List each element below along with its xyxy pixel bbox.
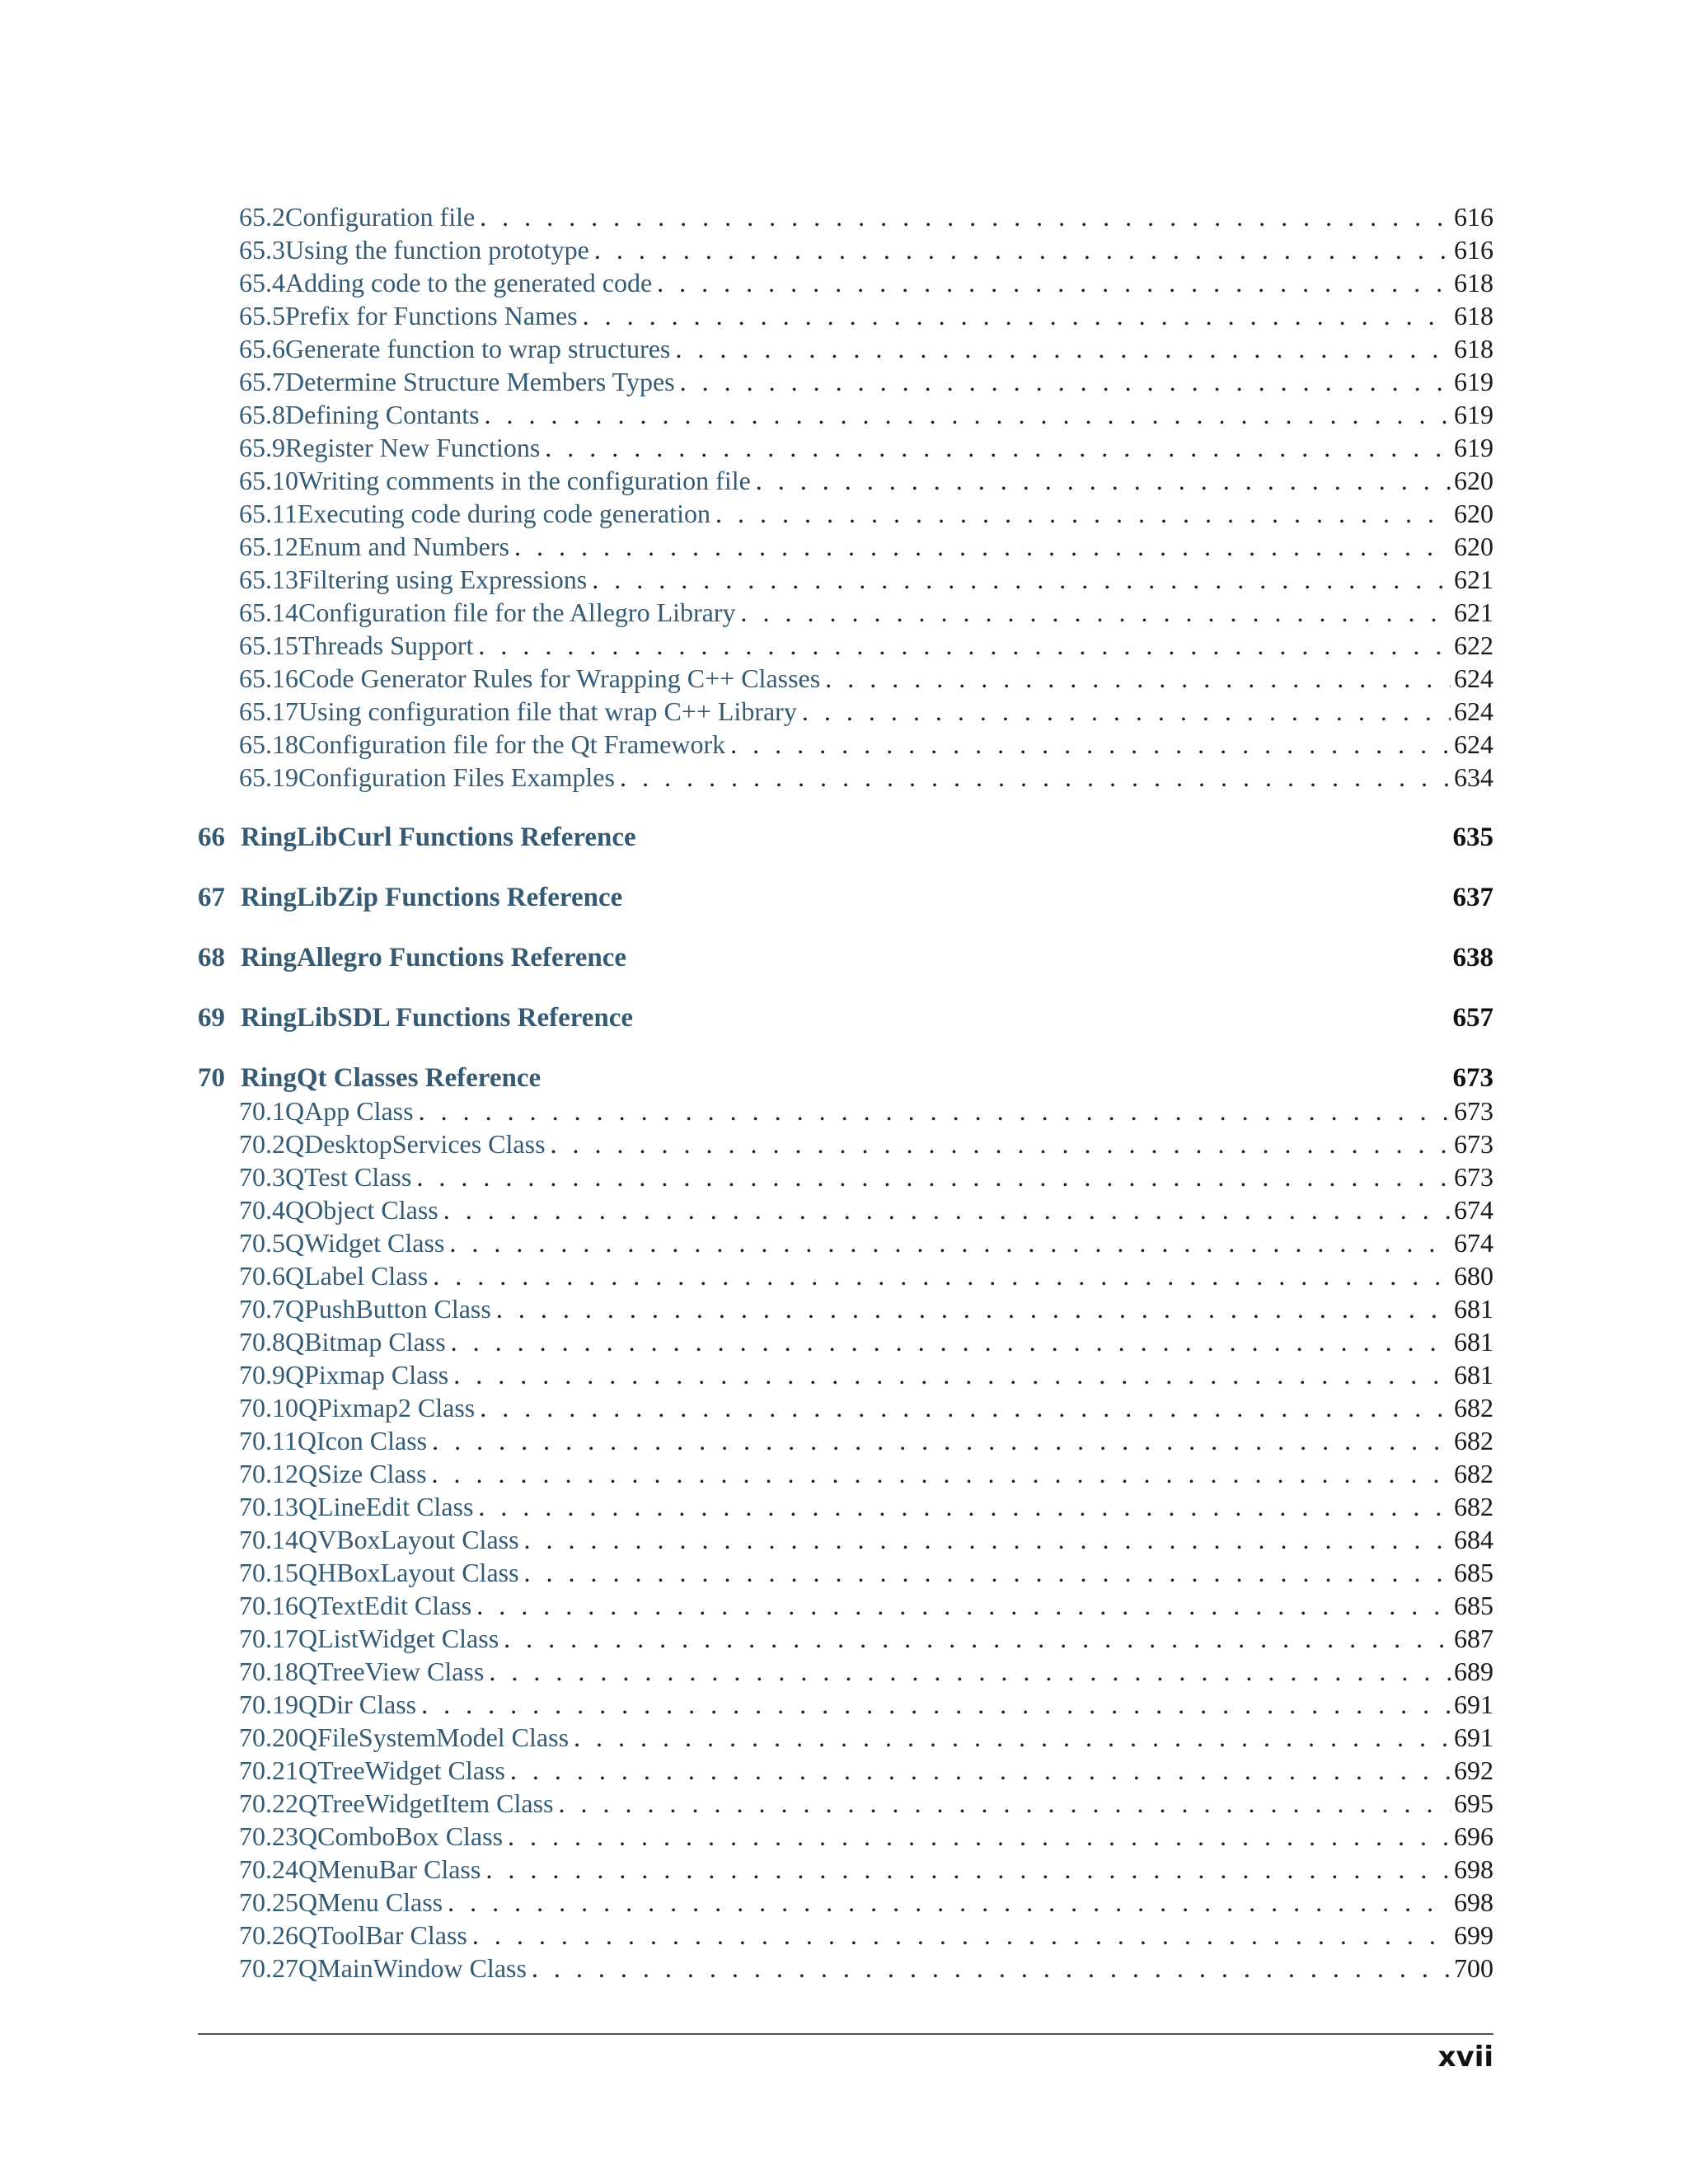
toc-entry-title-link[interactable]: Threads Support (298, 630, 474, 660)
toc-section-entry[interactable] (198, 1424, 1493, 1457)
toc-section-entry[interactable] (198, 1952, 1493, 1985)
dot-leader (475, 1391, 1451, 1424)
toc-entry-page-number: 698 (1454, 1854, 1493, 1884)
dot-leader (797, 695, 1451, 728)
toc-entry-page-number: 681 (1454, 1294, 1493, 1324)
toc-entry-title-link[interactable]: QVBoxLayout Class (298, 1525, 519, 1554)
toc-entry-number[interactable]: 70.22 (239, 1788, 298, 1818)
toc-entry-number[interactable]: 65.13 (239, 565, 298, 594)
toc-entry-page-number: 682 (1454, 1492, 1493, 1521)
dot-leader (480, 398, 1451, 431)
dot-leader (578, 299, 1451, 332)
toc-entry-page-number: 618 (1454, 301, 1493, 330)
toc-entry-title-link[interactable]: Prefix for Functions Names (285, 301, 578, 330)
toc-entry-number[interactable]: 70.7 (239, 1294, 285, 1324)
toc-entry-page-number: 689 (1454, 1657, 1493, 1686)
toc-entry-number[interactable]: 70.14 (239, 1525, 298, 1554)
toc-entry-title-link[interactable]: QPixmap2 Class (298, 1393, 476, 1422)
toc-entry-title-link[interactable]: QWidget Class (285, 1228, 445, 1258)
toc-entry-title-link[interactable]: QDesktopServices Class (285, 1129, 546, 1159)
toc-entry-number[interactable]: 65.15 (239, 630, 298, 660)
toc-entry-page-number: 624 (1454, 729, 1493, 759)
toc-entry-page-number: 674 (1454, 1195, 1493, 1225)
dot-leader (475, 200, 1451, 233)
toc-section-entry[interactable] (198, 1556, 1493, 1589)
toc-entry-title-link[interactable]: QTest Class (285, 1162, 412, 1192)
toc-section-entry[interactable] (198, 629, 1493, 662)
toc-entry-number[interactable]: 65.17 (239, 696, 298, 726)
toc-section-entry[interactable] (198, 299, 1493, 332)
toc-entry-title-link[interactable]: Configuration file (285, 202, 476, 232)
toc-entry-page-number: 673 (1452, 1063, 1493, 1093)
toc-entry-number[interactable]: 68 (198, 943, 225, 972)
toc-entry-title-link[interactable]: QPixmap Class (285, 1360, 449, 1390)
dot-leader (411, 1160, 1451, 1193)
toc-section-entry[interactable] (198, 1391, 1493, 1424)
toc-entry-title-link[interactable]: Configuration file for the Allegro Library (298, 598, 736, 627)
toc-entry-page-number: 624 (1454, 663, 1493, 693)
toc-section-entry[interactable] (198, 1754, 1493, 1787)
toc-section-entry[interactable] (198, 1127, 1493, 1160)
toc-section-entry[interactable] (198, 1094, 1493, 1127)
toc-entry-page-number: 620 (1454, 466, 1493, 495)
toc-entry-title-link[interactable]: Filtering using Expressions (298, 565, 588, 594)
toc-section-entry[interactable] (198, 1853, 1493, 1886)
dot-leader (820, 662, 1451, 695)
toc-entry-page-number: 616 (1454, 235, 1493, 265)
toc-entry-number[interactable]: 70.20 (239, 1722, 298, 1752)
toc-section-entry[interactable] (198, 1490, 1493, 1523)
toc-entry-title-link[interactable]: Using the function prototype (285, 235, 589, 265)
toc-entry-page-number: 681 (1454, 1327, 1493, 1357)
toc-section-entry[interactable] (198, 1523, 1493, 1556)
toc-section-entry[interactable] (198, 200, 1493, 233)
dot-leader (491, 1292, 1451, 1325)
toc-entry-number[interactable]: 70.1 (239, 1096, 285, 1126)
toc-section-entry[interactable] (198, 1688, 1493, 1721)
toc-entry-title-link[interactable]: QMenu Class (298, 1887, 443, 1917)
toc-section-entry[interactable] (198, 1787, 1493, 1820)
toc-entry-title-link[interactable]: QTreeWidget Class (298, 1755, 505, 1785)
dot-leader (519, 1523, 1451, 1556)
dot-leader (670, 332, 1451, 365)
dot-leader (553, 1787, 1451, 1820)
toc-section-entry[interactable] (198, 332, 1493, 365)
dot-leader (473, 629, 1451, 662)
toc-entry-page-number: 622 (1454, 630, 1493, 660)
toc-entry-title-link[interactable]: QBitmap Class (285, 1327, 446, 1357)
toc-entry-page-number: 618 (1454, 334, 1493, 363)
toc-entry-title-link[interactable]: QDir Class (298, 1690, 417, 1719)
toc-entry-number[interactable]: 65.2 (239, 202, 285, 232)
toc-chapter-entry[interactable] (198, 854, 1493, 914)
table-of-contents (198, 200, 1493, 1985)
toc-entry-title-link[interactable]: Code Generator Rules for Wrapping C++ Classes (298, 663, 821, 693)
toc-section-entry[interactable] (198, 1325, 1493, 1358)
dot-leader (505, 1754, 1451, 1787)
toc-section-entry[interactable] (198, 728, 1493, 761)
toc-entry-title-link[interactable]: QMainWindow Class (298, 1953, 527, 1983)
toc-section-entry[interactable] (198, 1226, 1493, 1259)
toc-entry-title-link[interactable]: Writing comments in the configuration file (298, 466, 751, 495)
toc-entry-page-number: 684 (1454, 1525, 1493, 1554)
toc-entry-page-number: 619 (1454, 400, 1493, 429)
toc-entry-page-number: 698 (1454, 1887, 1493, 1917)
toc-section-entry[interactable] (198, 596, 1493, 629)
toc-entry-number[interactable]: 70.10 (239, 1393, 298, 1422)
toc-chapter-entry[interactable] (198, 974, 1493, 1034)
toc-entry-page-number: 673 (1454, 1129, 1493, 1159)
toc-section-entry[interactable] (198, 464, 1493, 497)
dot-leader (481, 1853, 1451, 1886)
toc-entry-page-number: 691 (1454, 1722, 1493, 1752)
toc-entry-number[interactable]: 65.6 (239, 334, 285, 363)
toc-entry-page-number: 619 (1454, 433, 1493, 462)
toc-entry-page-number: 699 (1454, 1920, 1493, 1950)
toc-entry-page-number: 687 (1454, 1624, 1493, 1653)
toc-entry-title-link[interactable]: QLineEdit Class (298, 1492, 474, 1521)
toc-entry-page-number: 620 (1454, 532, 1493, 561)
dot-leader (503, 1820, 1451, 1853)
toc-entry-page-number: 674 (1454, 1228, 1493, 1258)
dot-leader (587, 563, 1451, 596)
toc-entry-number[interactable]: 65.12 (239, 532, 298, 561)
toc-entry-page-number: 634 (1454, 762, 1493, 792)
toc-entry-number[interactable]: 70.25 (239, 1887, 298, 1917)
toc-section-entry[interactable] (198, 233, 1493, 266)
toc-section-entry[interactable] (198, 1589, 1493, 1622)
toc-entry-page-number: 680 (1454, 1261, 1493, 1291)
toc-entry-title-link[interactable]: Determine Structure Members Types (285, 367, 675, 396)
toc-entry-page-number: 618 (1454, 268, 1493, 298)
dot-leader (448, 1358, 1451, 1391)
toc-entry-title-link[interactable]: QHBoxLayout Class (298, 1558, 519, 1587)
toc-entry-number[interactable]: 70.26 (239, 1920, 298, 1950)
toc-entry-title-link[interactable]: Register New Functions (285, 433, 541, 462)
toc-entry-page-number: 620 (1454, 499, 1493, 528)
toc-entry-number[interactable]: 70.21 (239, 1755, 298, 1785)
toc-entry-number[interactable]: 70.13 (239, 1492, 298, 1521)
toc-section-entry[interactable] (198, 266, 1493, 299)
toc-section-entry[interactable] (198, 695, 1493, 728)
toc-section-entry[interactable] (198, 1193, 1493, 1226)
toc-entry-number[interactable]: 70 (198, 1063, 225, 1093)
toc-entry-page-number: 682 (1454, 1426, 1493, 1455)
dot-leader (428, 1259, 1451, 1292)
toc-entry-number[interactable]: 70.9 (239, 1360, 285, 1390)
toc-entry-page-number: 696 (1454, 1821, 1493, 1851)
dot-leader (484, 1655, 1451, 1688)
toc-entry-title-link[interactable]: QTreeView Class (298, 1657, 485, 1686)
toc-entry-title-link[interactable]: QToolBar Class (298, 1920, 467, 1950)
dot-leader (615, 761, 1451, 794)
toc-entry-page-number: 685 (1454, 1591, 1493, 1620)
toc-entry-number[interactable]: 67 (198, 883, 225, 912)
toc-entry-title-link[interactable]: QListWidget Class (298, 1624, 499, 1653)
toc-section-entry[interactable] (198, 1721, 1493, 1754)
toc-entry-title-link[interactable]: QLabel Class (285, 1261, 429, 1291)
toc-entry-title-link[interactable]: Adding code to the generated code (285, 268, 653, 298)
toc-entry-number[interactable]: 69 (198, 1003, 225, 1033)
toc-section-entry[interactable] (198, 398, 1493, 431)
dot-leader (509, 530, 1451, 563)
toc-entry-page-number: 624 (1454, 696, 1493, 726)
toc-entry-number[interactable]: 66 (198, 823, 225, 852)
toc-entry-number[interactable]: 65.9 (239, 433, 285, 462)
toc-section-entry[interactable] (198, 1160, 1493, 1193)
toc-entry-title-link[interactable]: Configuration Files Examples (298, 762, 615, 792)
toc-entry-page-number: 616 (1454, 202, 1493, 232)
toc-entry-title-link[interactable]: Configuration file for the Qt Framework (298, 729, 726, 759)
toc-entry-number[interactable]: 65.19 (239, 762, 298, 792)
dot-leader (710, 497, 1451, 530)
toc-entry-title-link[interactable]: QFileSystemModel Class (298, 1722, 570, 1752)
toc-section-entry[interactable] (198, 365, 1493, 398)
dot-leader (652, 266, 1451, 299)
toc-entry-number[interactable]: 70.15 (239, 1558, 298, 1587)
toc-entry-number[interactable]: 70.16 (239, 1591, 298, 1620)
toc-entry-page-number: 673 (1454, 1162, 1493, 1192)
toc-entry-title-link[interactable]: QTreeWidgetItem Class (298, 1788, 554, 1818)
dot-leader (471, 1589, 1451, 1622)
toc-entry-page-number: 673 (1454, 1096, 1493, 1126)
toc-entry-number[interactable]: 70.27 (239, 1953, 298, 1983)
toc-entry-title-link[interactable]: RingLibZip Functions Reference (241, 883, 623, 912)
toc-entry-number[interactable]: 70.6 (239, 1261, 285, 1291)
dot-leader (444, 1226, 1451, 1259)
dot-leader (473, 1490, 1451, 1523)
toc-section-entry[interactable] (198, 662, 1493, 695)
toc-entry-page-number: 681 (1454, 1360, 1493, 1390)
dot-leader (519, 1556, 1451, 1589)
toc-entry-page-number: 637 (1452, 883, 1493, 912)
toc-section-entry[interactable] (198, 1292, 1493, 1325)
toc-entry-number[interactable]: 70.19 (239, 1690, 298, 1719)
dot-leader (546, 1127, 1451, 1160)
dot-leader (414, 1094, 1451, 1127)
toc-entry-page-number: 695 (1454, 1788, 1493, 1818)
toc-entry-number[interactable]: 70.4 (239, 1195, 285, 1225)
dot-leader (675, 365, 1451, 398)
toc-entry-page-number: 619 (1454, 367, 1493, 396)
toc-section-entry[interactable] (198, 563, 1493, 596)
toc-entry-number[interactable]: 70.3 (239, 1162, 285, 1192)
toc-section-entry[interactable] (198, 431, 1493, 464)
toc-section-entry[interactable] (198, 1886, 1493, 1919)
toc-entry-title-link[interactable]: QMenuBar Class (298, 1854, 481, 1884)
dot-leader (527, 1952, 1451, 1985)
dot-leader (499, 1622, 1451, 1655)
toc-entry-title-link[interactable]: Generate function to wrap structures (285, 334, 671, 363)
toc-entry-title-link[interactable]: QSize Class (298, 1459, 427, 1488)
toc-section-entry[interactable] (198, 530, 1493, 563)
toc-entry-title-link[interactable]: QIcon Class (297, 1426, 428, 1455)
toc-section-entry[interactable] (198, 497, 1493, 530)
toc-entry-number[interactable]: 70.8 (239, 1327, 285, 1357)
toc-entry-number[interactable]: 70.24 (239, 1854, 298, 1884)
footer-divider (198, 2033, 1493, 2035)
toc-entry-number[interactable]: 65.10 (239, 466, 298, 495)
toc-entry-number[interactable]: 70.17 (239, 1624, 298, 1653)
toc-entry-title-link[interactable]: Using configuration file that wrap C++ Library (298, 696, 797, 726)
toc-entry-page-number: 682 (1454, 1393, 1493, 1422)
dot-leader (751, 464, 1451, 497)
dot-leader (467, 1919, 1451, 1952)
toc-entry-title-link[interactable]: QComboBox Class (298, 1821, 504, 1851)
toc-entry-title-link[interactable]: RingLibSDL Functions Reference (241, 1003, 634, 1033)
dot-leader (446, 1325, 1451, 1358)
toc-chapter-entry[interactable] (198, 914, 1493, 974)
dot-leader (736, 596, 1451, 629)
dot-leader (416, 1688, 1451, 1721)
toc-entry-number[interactable]: 65.7 (239, 367, 285, 396)
dot-leader (540, 431, 1451, 464)
toc-chapter-entry[interactable] (198, 794, 1493, 854)
toc-entry-title-link[interactable]: Executing code during code generation (297, 499, 710, 528)
toc-entry-page-number: 691 (1454, 1690, 1493, 1719)
toc-section-entry[interactable] (198, 1919, 1493, 1952)
dot-leader (427, 1424, 1451, 1457)
toc-entry-title-link[interactable]: Enum and Numbers (298, 532, 509, 561)
toc-entry-title-link[interactable]: QTextEdit Class (298, 1591, 472, 1620)
toc-section-entry[interactable] (198, 1358, 1493, 1391)
toc-entry-number[interactable]: 70.18 (239, 1657, 298, 1686)
toc-entry-number[interactable]: 65.16 (239, 663, 298, 693)
toc-entry-page-number: 621 (1454, 565, 1493, 594)
toc-entry-number[interactable]: 65.4 (239, 268, 285, 298)
toc-entry-number[interactable]: 65.8 (239, 400, 285, 429)
toc-entry-page-number: 638 (1452, 943, 1493, 972)
toc-entry-title-link[interactable]: RingLibCurl Functions Reference (241, 823, 636, 852)
toc-entry-number[interactable]: 70.23 (239, 1821, 298, 1851)
toc-entry-page-number: 621 (1454, 598, 1493, 627)
toc-entry-title-link[interactable]: QObject Class (285, 1195, 438, 1225)
toc-entry-page-number: 635 (1452, 823, 1493, 852)
toc-entry-number[interactable]: 70.5 (239, 1228, 285, 1258)
dot-leader (725, 728, 1451, 761)
toc-section-entry[interactable] (198, 1457, 1493, 1490)
dot-leader (438, 1193, 1451, 1226)
toc-entry-title-link[interactable]: Defining Contants (285, 400, 480, 429)
dot-leader (427, 1457, 1451, 1490)
dot-leader (569, 1721, 1451, 1754)
toc-section-entry[interactable] (198, 761, 1493, 794)
toc-entry-page-number: 657 (1452, 1003, 1493, 1033)
toc-section-entry[interactable] (198, 1622, 1493, 1655)
dot-leader (589, 233, 1451, 266)
toc-entry-number[interactable]: 65.14 (239, 598, 298, 627)
toc-entry-number[interactable]: 65.5 (239, 301, 285, 330)
toc-chapter-entry[interactable] (198, 1034, 1493, 1094)
toc-entry-page-number: 682 (1454, 1459, 1493, 1488)
toc-entry-title-link[interactable]: QPushButton Class (285, 1294, 491, 1324)
toc-entry-page-number: 700 (1454, 1953, 1493, 1983)
dot-leader (443, 1886, 1451, 1919)
toc-entry-title-link[interactable]: RingQt Classes Reference (241, 1063, 542, 1093)
toc-entry-number[interactable]: 65.3 (239, 235, 285, 265)
toc-entry-page-number: 685 (1454, 1558, 1493, 1587)
toc-entry-title-link[interactable]: RingAllegro Functions Reference (241, 943, 627, 972)
toc-entry-number[interactable]: 70.12 (239, 1459, 298, 1488)
toc-entry-number[interactable]: 70.11 (239, 1426, 298, 1455)
toc-section-entry[interactable] (198, 1259, 1493, 1292)
toc-section-entry[interactable] (198, 1820, 1493, 1853)
toc-section-entry[interactable] (198, 1655, 1493, 1688)
toc-entry-number[interactable]: 65.18 (239, 729, 298, 759)
toc-entry-page-number: 692 (1454, 1755, 1493, 1785)
toc-entry-number[interactable]: 70.2 (239, 1129, 285, 1159)
footer-page-number: xvii (1437, 2041, 1493, 2074)
toc-entry-number[interactable]: 65.11 (239, 499, 298, 528)
toc-entry-title-link[interactable]: QApp Class (285, 1096, 414, 1126)
